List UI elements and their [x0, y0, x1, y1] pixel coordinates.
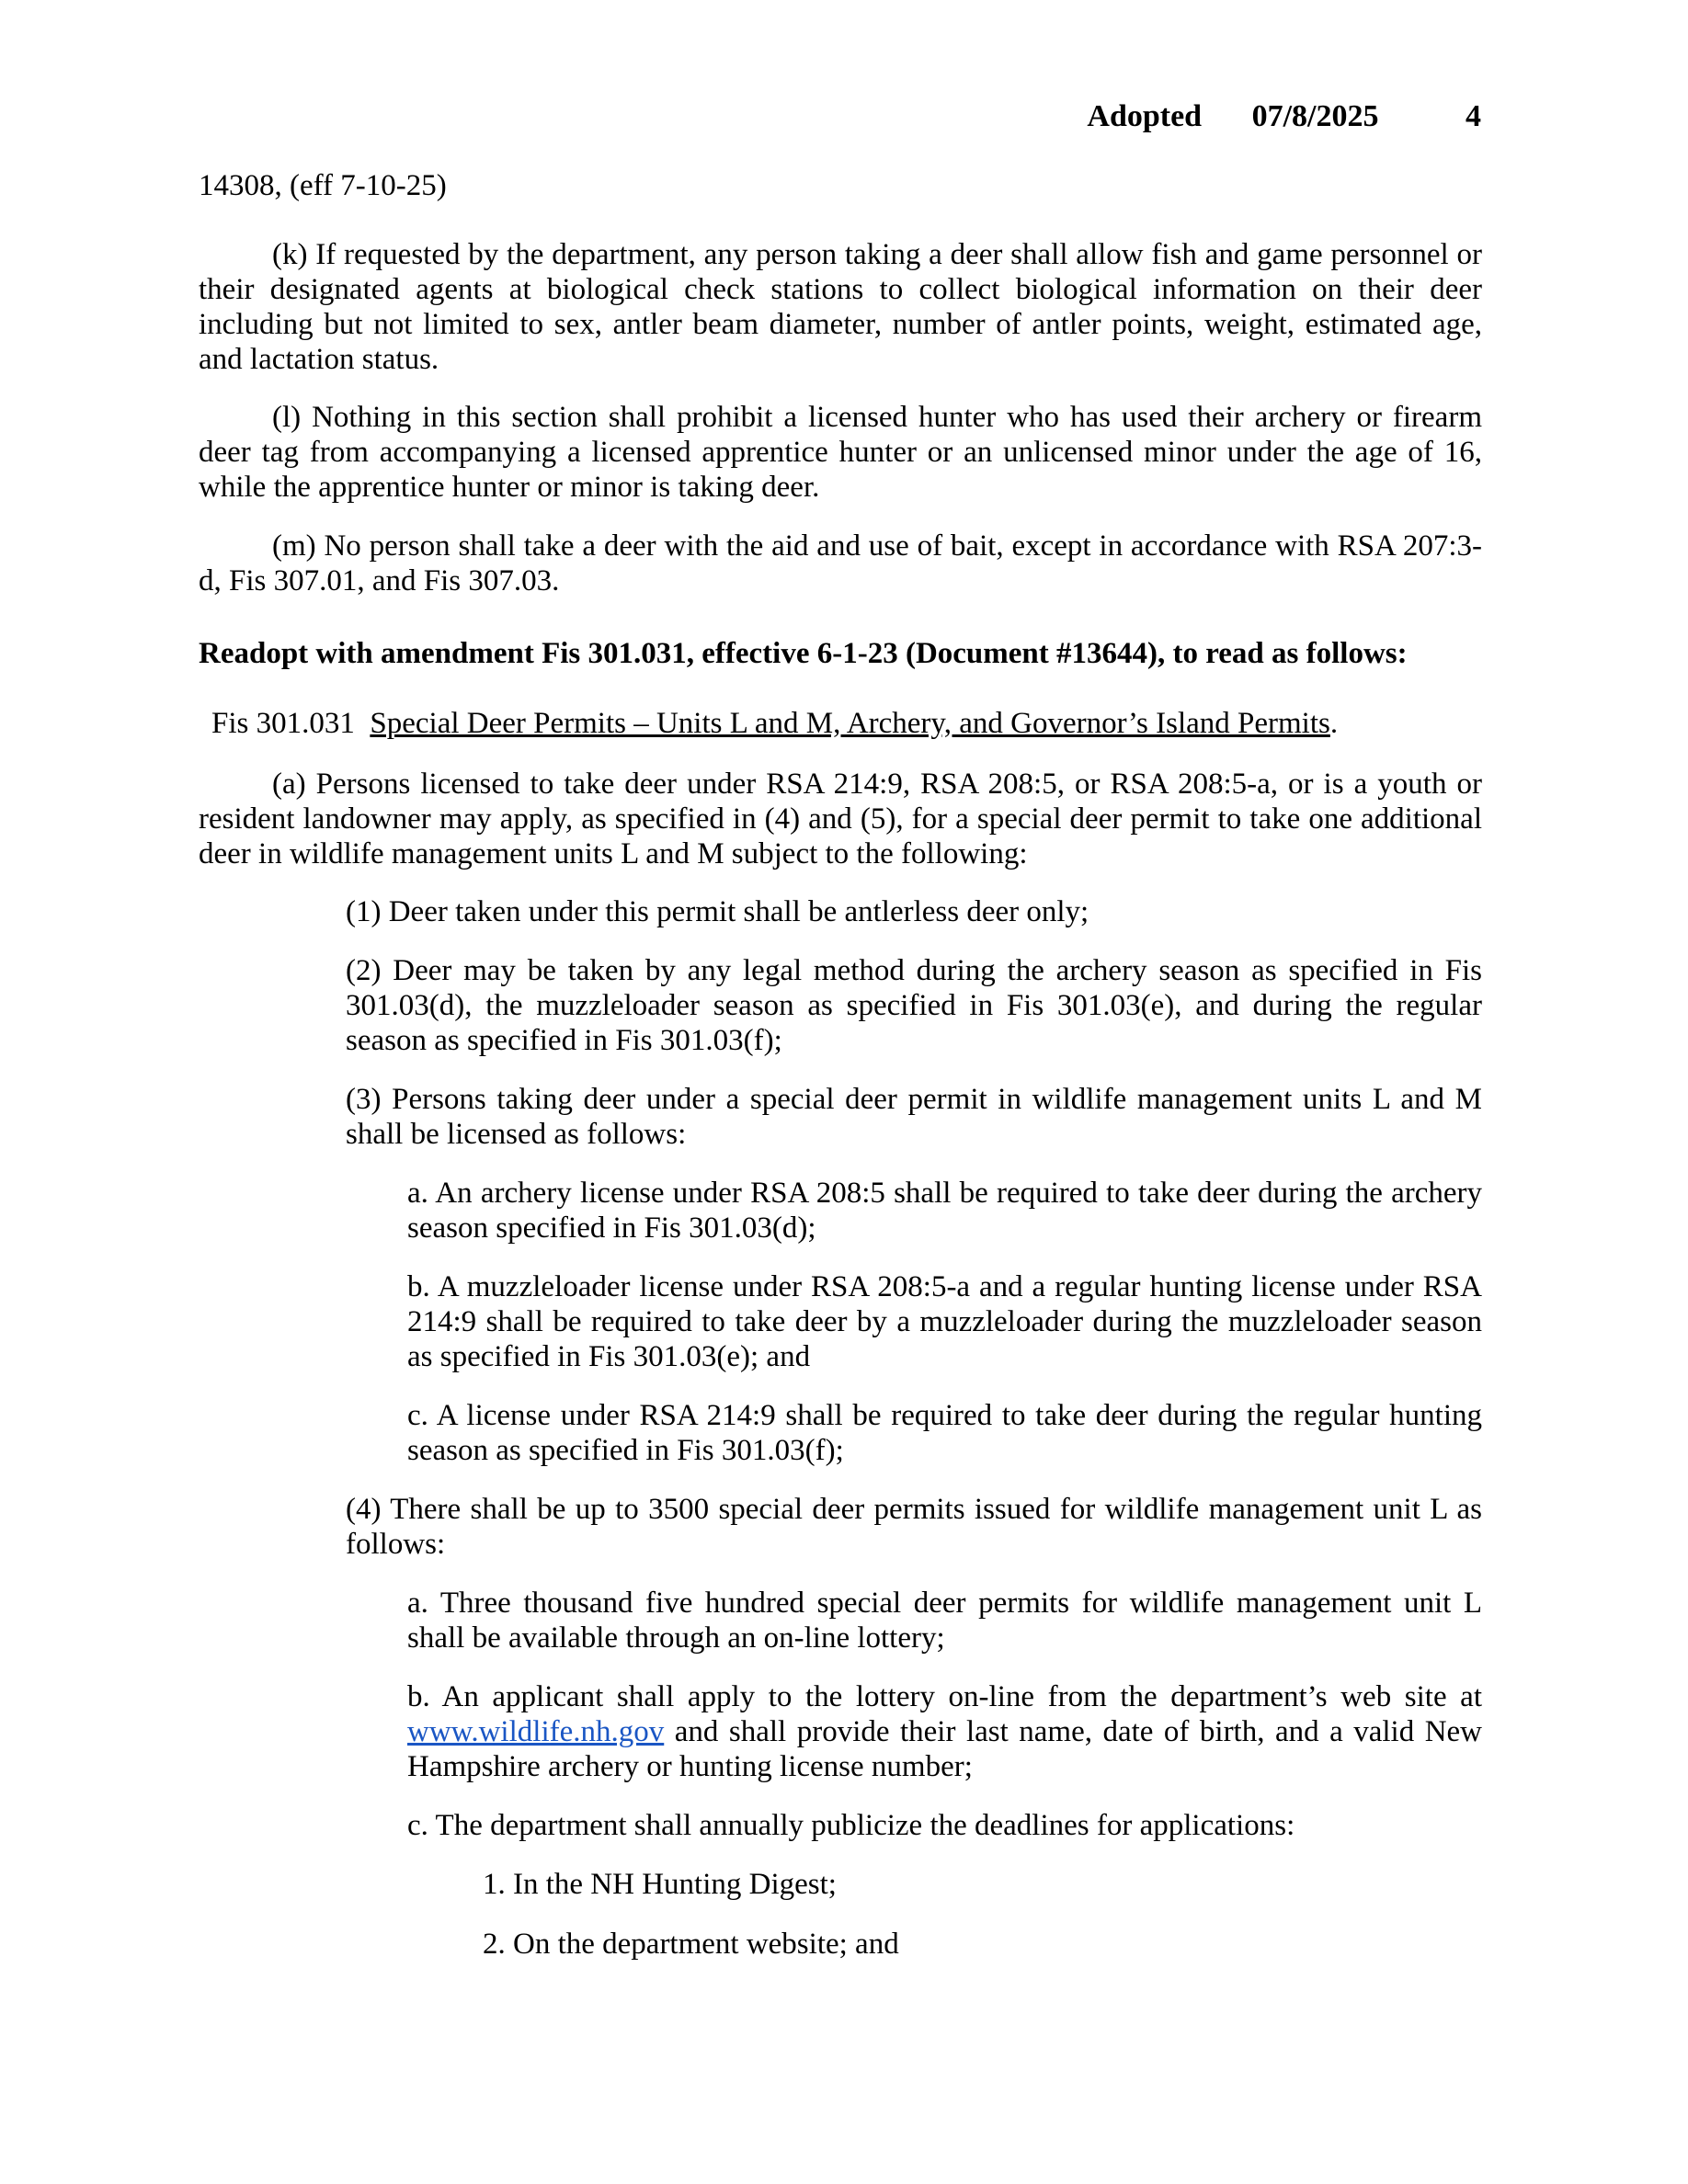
- item-4: (4) There shall be up to 3500 special deer permits issued for wildlife management unit L as follows:: [346, 1493, 1482, 1561]
- item-4a: a. Three thousand five hundred special deer permits for wildlife management unit L shall be available through an on-line lottery;: [407, 1587, 1482, 1655]
- paragraph-a: (a) Persons licensed to take deer under RSA 214:9, RSA 208:5, or RSA 208:5-a, or is a youth or resident landowner may apply, as specified in (4) and (5), for a special deer permit to take one additional deer in wildlife management units L and M subject to the following:: [199, 768, 1482, 870]
- item-3a: a. An archery license under RSA 208:5 shall be required to take deer during the archery season specified in Fis 301.03(d);: [407, 1177, 1482, 1245]
- item-4b-text-start: b. An applicant shall apply to the lottery on-line from the department’s web site at: [407, 1680, 1482, 1713]
- section-title: Special Deer Permits – Units L and M, Archery, and Governor’s Island Permits: [370, 707, 1330, 740]
- item-4c-1: 1. In the NH Hunting Digest;: [483, 1868, 837, 1901]
- readopt-heading: Readopt with amendment Fis 301.031, effective 6-1-23 (Document #13644), to read as follows:: [199, 637, 1408, 670]
- page-number: 4: [1466, 99, 1481, 133]
- paragraph-l: (l) Nothing in this section shall prohibit a licensed hunter who has used their archery or firearm deer tag from accompanying a licensed apprentice hunter or an unlicensed minor under the age of 16, while the apprentice hunter or minor is taking deer.: [199, 401, 1482, 504]
- item-1: (1) Deer taken under this permit shall be antlerless deer only;: [346, 895, 1089, 928]
- section-number: Fis 301.031: [211, 707, 355, 740]
- item-3c: c. A license under RSA 214:9 shall be required to take deer during the regular hunting season as specified in Fis 301.03(f);: [407, 1399, 1482, 1467]
- adoption-status: Adopted: [1087, 99, 1203, 133]
- wildlife-website-link[interactable]: www.wildlife.nh.gov: [407, 1715, 665, 1748]
- section-title-period: .: [1329, 707, 1339, 740]
- item-2: (2) Deer may be taken by any legal method during the archery season as specified in Fis 301.03(d), the muzzleloader season as specified in Fis 301.03(e), and during the regular season as specified in Fis 301.03(f);: [346, 954, 1482, 1057]
- adoption-date: 07/8/2025: [1251, 99, 1379, 133]
- item-4c-2: 2. On the department website; and: [483, 1928, 899, 1961]
- item-3: (3) Persons taking deer under a special deer permit in wildlife management units L and M shall be licensed as follows:: [346, 1083, 1482, 1151]
- item-4c: c. The department shall annually publicize the deadlines for applications:: [407, 1809, 1295, 1842]
- paragraph-m: (m) No person shall take a deer with the aid and use of bait, except in accordance with RSA 207:3-d, Fis 307.01, and Fis 307.03.: [199, 529, 1482, 597]
- item-4b-text-end: and shall provide their last name, date of birth, and a valid New Hampshire archery or hunting license number;: [407, 1715, 1483, 1783]
- item-3b: b. A muzzleloader license under RSA 208:5-a and a regular hunting license under RSA 214:9 shall be required to take deer by a muzzleloader during the muzzleloader season as specified in Fis 301.03(e); and: [407, 1270, 1482, 1373]
- paragraph-k: (k) If requested by the department, any person taking a deer shall allow fish and game personnel or their designated agents at biological check stations to collect biological information on their deer including but not limited to sex, antler beam diameter, number of antler points, weight, estimated age, and lactation status.: [199, 238, 1482, 376]
- item-4b: [407, 1679, 1482, 1784]
- reference-line: 14308, (eff 7-10-25): [199, 169, 447, 202]
- section-heading: [211, 706, 1482, 741]
- page-header: [1087, 99, 1481, 134]
